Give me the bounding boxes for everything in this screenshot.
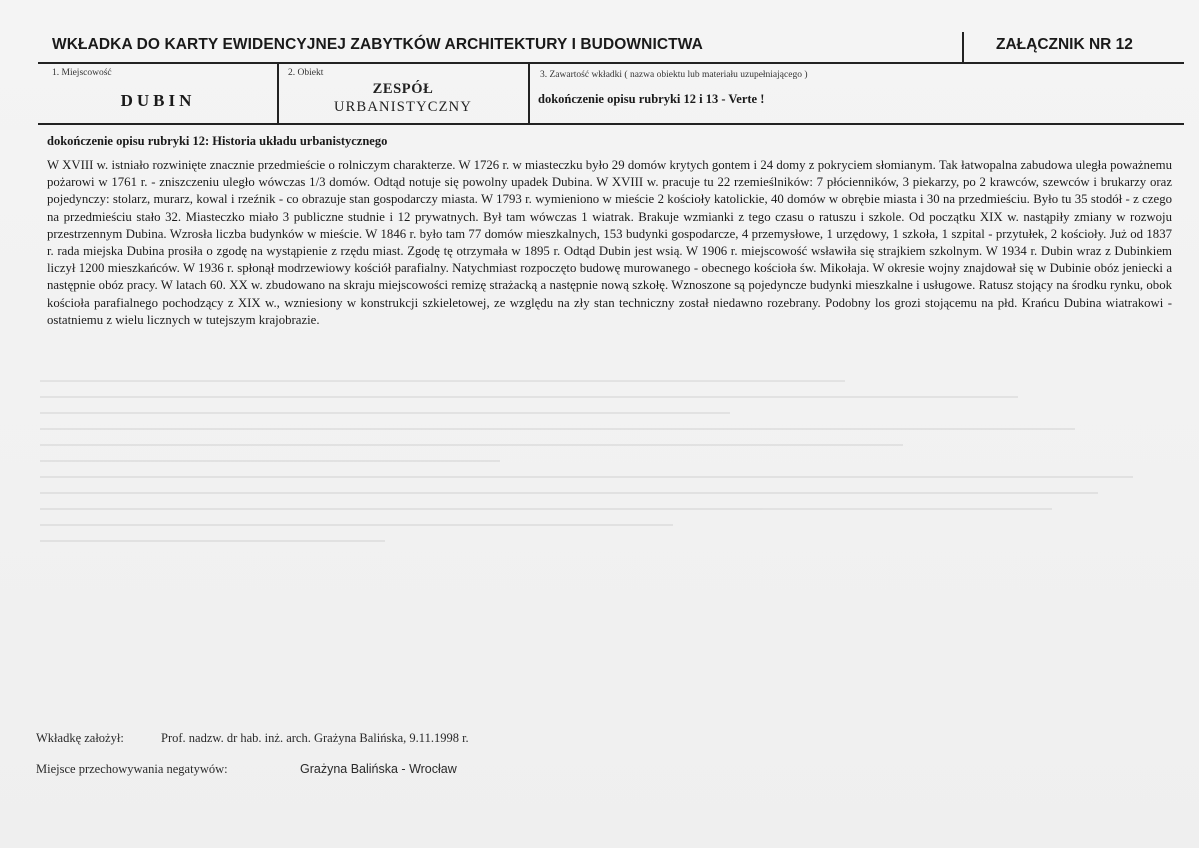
header-divider: [962, 32, 964, 62]
object-value: [278, 80, 528, 116]
negatives-label: Miejsce przechowywania negatywów:: [36, 762, 228, 776]
object-label: 2. Obiekt: [288, 68, 324, 78]
negatives-value: Grażyna Balińska - Wrocław: [300, 762, 457, 776]
header-rule: [38, 62, 1184, 64]
document-header: [38, 30, 1184, 60]
founded-value: Prof. nadzw. dr hab. inż. arch. Grażyna Balińska, 9.11.1998 r.: [161, 731, 469, 745]
document-title: WKŁADKA DO KARTY EWIDENCYJNEJ ZABYTKÓW ARCHITEKTURY I BUDOWNICTWA: [52, 36, 703, 53]
contents-label: 3. Zawartość wkładki ( nazwa obiektu lub materiału uzupełniającego ): [540, 70, 808, 80]
fields-rule: [38, 123, 1184, 125]
field-divider-2: [528, 63, 530, 123]
founded-label: Wkładkę założył:: [36, 731, 124, 745]
annex-number: ZAŁĄCZNIK NR 12: [996, 36, 1133, 53]
object-value-line2: URBANISTYCZNY: [333, 99, 473, 115]
contents-value: dokończenie opisu rubryki 12 i 13 - Verte !: [538, 92, 765, 106]
object-value-line1: ZESPÓŁ: [372, 81, 434, 97]
bleed-through-texture: [40, 380, 1190, 700]
place-value: DUBIN: [120, 91, 196, 110]
history-body-text: W XVIII w. istniało rozwinięte znacznie przedmieście o rolniczym charakterze. W 1726 r. w miasteczku było 29 domów krytych gontem i 24 domy z pokryciem słomianym. Tak łatwopalna zabudowa uległa poważnemu pożarowi w 1761 r. - zniszczeniu uległo wówczas 1/3 domów. Odtąd notuje się powolny upadek Dubina. W XVIII w. pracuje tu 22 rzemieślników: 7 płócienników, 3 piekarzy, po 2 krawców, szewców i brukarzy oraz pojedynczy: stolarz, murarz, kowal i rzeźnik - co obrazuje stan gospodarczy miasta. W 1793 r. wymieniono w mieście 2 kościoły katolickie, 40 domów w obrębie miasta i 30 na przedmieściu. Było tu 35 stodół - z czego na przedmieściu stało 32. Miasteczko miało 3 publiczne studnie i 12 prywatnych. Był tam wówczas 1 wiatrak. Brakuje wzmianki z tego czasu o ratuszu i szkole. Od początku XIX w. nastąpiły zmiany w rozwoju przestrzennym Dubina. Wzrosła liczba budynków w mieście. W 1846 r. było tam 77 domów mieszkalnych, 153 budynki gospodarcze, 4 przemysłowe, 1 urzędowy, 1 szkoła, 1 szpital - przytułek, 2 kościoły. Już od 1837 r. rada miejska Dubina prosiła o zgodę na wystąpienie z rzędu miast. Zgodę tę otrzymała w 1895 r. Odtąd Dubin jest wsią. W 1906 r. miejscowość wsławiła się strajkiem szkolnym. W 1934 r. Dubin wraz z Dubinkiem liczył 1200 mieszkańców. W 1936 r. spłonął modrzewiowy kościół parafialny. Natychmiast rozpoczęto budowę murowanego - obecnego kościoła św. Mikołaja. W okresie wojny znajdował się w Dubinie obóz jeniecki a następnie obóz pracy. W latach 60. XX w. zbudowano na skraju miejscowości remizę strażacką a następnie nową szkołę. Wznoszone są pojedyncze budynki mieszkalne i usługowe. Ratusz stojący na środku rynku, obok kościoła parafialnego pochodzący z XIX w., wzniesiony w konstrukcji szkieletowej, ze względu na zły stan techniczny został niedawno rozebrany. Podobny los grozi stojącemu na płd. Krańcu Dubina wiatrakowi - ostatniemu z wielu licznych w tutejszym krajobrazie.: [47, 158, 1172, 327]
place-label: 1. Miejscowość: [52, 68, 112, 78]
section-heading: dokończenie opisu rubryki 12: Historia układu urbanistycznego: [47, 134, 388, 148]
